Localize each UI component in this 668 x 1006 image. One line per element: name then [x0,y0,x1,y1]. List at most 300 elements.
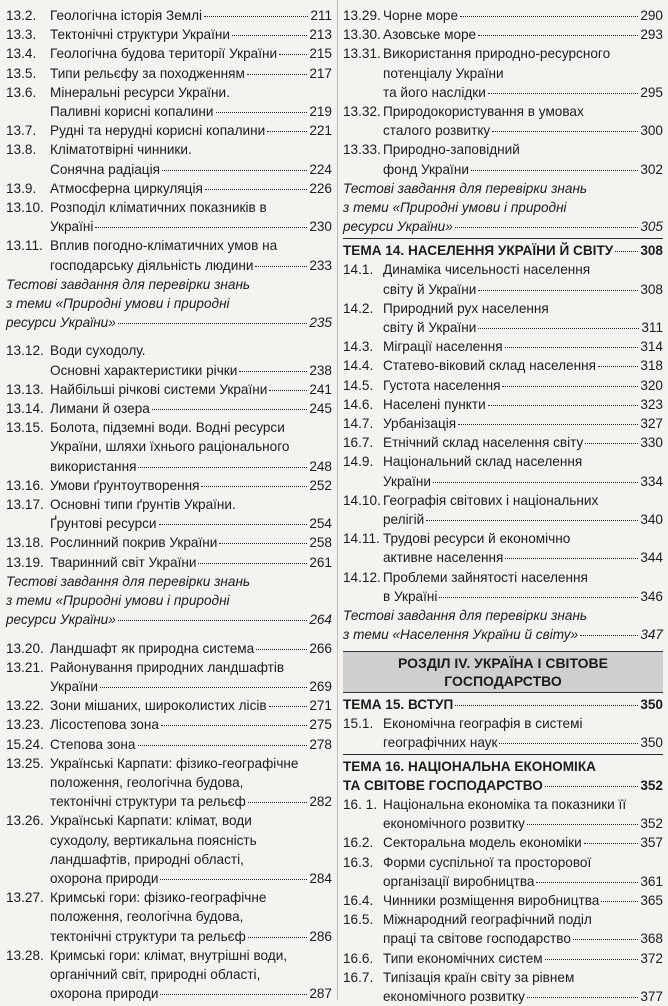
entry-title-line: Географія світових і національних [383,492,599,508]
entry-title [383,891,663,910]
entry-title [383,452,663,490]
entry-last-line [50,869,332,888]
entry-number: 16.4. [343,892,374,908]
entry-title-end: Найбільші річкові системи України [50,381,268,397]
dot-leader [160,994,307,995]
dot-leader [499,743,638,744]
entry-title-end: Тектонічні структури України [50,27,230,43]
dot-leader [584,843,639,844]
entry-title [383,395,663,414]
dot-leader [138,467,307,468]
entry-title [50,380,332,399]
entry-title-line: Болота, підземні води. Водні ресурси [50,420,285,436]
entry-last-line [6,610,332,629]
entry-number: 13.32. [343,104,381,120]
toc-entry[interactable] [343,795,663,833]
entry-last-line [383,25,663,44]
dot-leader [433,482,638,483]
toc-entry[interactable] [6,715,332,734]
entry-number: 16. 1. [343,796,378,812]
entry-title-line: Основні типи ґрунтів України. [50,497,236,513]
entry-title [50,64,332,83]
entry-number: 13.33. [343,142,381,158]
entry-title-line: України, шляхи їхнього раціонального [50,439,290,455]
entry-title [50,83,332,121]
dot-leader [536,882,638,883]
entry-number: 15.1. [343,715,374,731]
entry-title-end: Основні характеристики річки [50,362,238,378]
entry-title-line: Вплив погодно-кліматичних умов на [50,238,278,254]
entry-title [50,553,332,572]
toc-entry[interactable] [343,356,663,375]
toc-entry[interactable] [343,949,663,968]
dot-leader [269,390,307,391]
entry-title-line: Районування природних ландшафтів [50,659,285,675]
page-number: 226 [309,180,332,196]
entry-last-line [50,457,332,476]
entry-title-end: світу й України [383,281,477,297]
page-number: 300 [640,123,663,139]
entry-title-end: економічного розвитку [383,816,525,832]
dot-leader [505,558,638,559]
page-number: 305 [640,219,663,235]
entry-title-end: Азовське море [383,27,477,43]
entry-title [50,946,332,1004]
toc-left-column [6,6,332,1003]
entry-title-line: з теми «Природні умови і природні [6,593,230,609]
entry-number: 16.7. [343,435,374,451]
toc-entry[interactable] [343,833,663,852]
toc-entry[interactable] [6,83,332,121]
page-number: 327 [640,416,663,432]
entry-number: 14.5. [343,377,374,393]
toc-entry[interactable] [6,754,332,812]
entry-last-line [383,356,663,375]
entry-title-end: Чорне море [383,8,459,23]
test-entry[interactable] [6,572,332,630]
entry-number: 16.5. [343,912,374,928]
entry-title-line: ТЕМА 16. НАЦІОНАЛЬНА ЕКОНОМІКА [343,758,596,774]
entry-title-end: Етнічний склад населення світу [383,435,584,451]
dot-leader [455,227,639,228]
entry-last-line [383,872,663,891]
entry-title [383,140,663,178]
entry-title-end: економічного розвитку [383,988,525,1004]
entry-last-line [50,927,332,946]
entry-title-line: Використання природно-ресурсного [383,46,611,62]
entry-title-line: Тестові завдання для перевірки знань [6,573,251,589]
toc-entry[interactable] [343,299,663,337]
toc-entry[interactable] [6,341,332,379]
dot-leader [255,266,307,267]
entry-title-line: Економічна географія в системі [383,715,583,731]
entry-title [6,275,332,333]
page-number: 334 [640,473,663,489]
toc-entry[interactable] [6,121,332,140]
entry-title [50,418,332,476]
dot-leader [455,705,638,706]
toc-entry[interactable] [6,735,332,754]
dot-leader [204,16,308,17]
toc-entry[interactable] [6,198,332,236]
page-number: 308 [640,243,663,259]
page-number: 340 [640,512,663,528]
entry-title [50,44,332,63]
entry-title-end: тектонічні структури та рельєф [50,794,246,810]
entry-title [383,6,663,25]
dot-leader [160,879,307,880]
toc-entry[interactable] [6,658,332,696]
toc-entry[interactable] [6,25,332,44]
entry-title [383,491,663,529]
entry-last-line [50,160,332,179]
toc-entry[interactable] [343,140,663,178]
entry-last-line [50,217,332,236]
entry-last-line [383,318,663,337]
dot-leader [502,386,638,387]
entry-title-end: Типи економічних систем [383,950,543,966]
toc-entry[interactable] [343,376,663,395]
entry-title [50,399,332,418]
page-number: 347 [640,627,663,643]
page-number: 213 [309,27,332,43]
page-number: 295 [640,84,663,100]
toc-entry[interactable] [6,179,332,198]
test-entry[interactable] [343,606,663,644]
toc-entry[interactable] [6,811,332,888]
dot-leader [426,520,638,521]
dot-leader [247,74,308,75]
entry-last-line [383,121,663,140]
entry-title-end: Зони мішаних, широколистих лісів [50,698,267,714]
entry-title [383,853,663,891]
entry-last-line [50,256,332,275]
entry-title [343,179,663,237]
entry-title-line: положення, геологічна будова, [50,774,244,790]
entry-number: 13.25. [6,755,44,771]
toc-entry[interactable] [343,6,663,25]
entry-title [343,241,663,260]
entry-title-end: Густота населення [383,377,501,393]
entry-title-end: Лимани й озера [50,401,150,417]
entry-title-line: Розподіл кліматичних показників в [50,200,267,216]
test-entry[interactable] [6,275,332,333]
page-number: 258 [309,535,332,551]
page-number: 350 [640,734,663,750]
entry-number: 14.9. [343,454,374,470]
entry-last-line [383,548,663,567]
entry-number: 15.24. [6,736,44,752]
page-number: 365 [640,892,663,908]
entry-title-line: Природний рух населення [383,300,549,316]
entry-title-line: Природно-заповідний [383,142,520,158]
entry-number: 13.7. [6,123,37,139]
page-number: 287 [309,986,332,1002]
toc-entry[interactable] [6,399,332,418]
entry-title-end: Секторальна модель економіки [383,835,582,851]
page-number: 275 [309,717,332,733]
toc-entry[interactable] [6,6,332,25]
entry-title-end: активне населення [383,550,504,566]
entry-title [50,754,332,812]
entry-title [6,572,332,630]
entry-last-line [383,337,663,356]
entry-title [383,376,663,395]
entry-title-end: організації виробництва [383,873,535,889]
entry-last-line [383,472,663,491]
entry-title-end: Паливні корисні копалини [50,104,214,120]
dot-leader [95,227,307,228]
dot-leader [159,524,308,525]
toc-entry[interactable] [343,452,663,490]
toc-entry[interactable] [343,395,663,414]
toc-entry[interactable] [6,140,332,178]
page-number: 235 [309,315,332,331]
dot-leader [279,54,307,55]
toc-entry[interactable] [6,533,332,552]
toc-entry[interactable] [343,44,663,102]
entry-title-line: з теми «Природні умови і природні [343,200,567,216]
dot-leader [267,131,307,132]
section-divider [343,754,663,755]
entry-title [343,757,663,795]
entry-title-line: Мінеральні ресурси України. [50,84,230,100]
entry-number: 13.6. [6,84,37,100]
entry-title [50,533,332,552]
page-number: 368 [640,931,663,947]
entry-title-end: Тваринний світ України [50,554,197,570]
page-number: 346 [640,588,663,604]
entry-title-end: ТЕМА 15. ВСТУП [343,696,454,712]
entry-number: 13.11. [6,238,43,254]
entry-title [50,696,332,715]
toc-entry[interactable] [343,529,663,567]
entry-last-line [50,514,332,533]
toc-entry[interactable] [6,553,332,572]
page-number: 311 [641,320,663,336]
toc-entry[interactable] [343,891,663,910]
entry-title-end: ресурси України» [6,612,116,628]
toc-entry[interactable] [6,418,332,476]
toc-entry[interactable] [6,946,332,1004]
page-number: 330 [640,435,663,451]
page-number: 241 [309,381,332,397]
entry-title-end: з теми «Населення України й світу» [343,627,579,643]
entry-last-line [50,64,332,83]
entry-title [50,179,332,198]
entry-number: 13.12. [6,343,44,359]
dot-leader [162,170,307,171]
entry-last-line [50,25,332,44]
entry-number: 13.27. [6,890,44,906]
entry-number: 14.12. [343,569,381,585]
entry-last-line [383,414,663,433]
page-number: 293 [640,27,663,43]
entry-title-line: Національна економіка та показники її [383,796,627,812]
entry-title-line: положення, геологічна будова, [50,909,244,925]
page-number: 286 [309,928,332,944]
entry-last-line [50,179,332,198]
entry-number: 14.2. [343,300,374,316]
dot-leader [615,251,638,252]
entry-title-line: Води суходолу. [50,343,146,359]
page-number: 217 [309,65,332,81]
entry-title-end: сталого розвитку [383,123,491,139]
entry-number: 13.2. [6,8,37,23]
entry-title-line: Тестові завдання для перевірки знань [343,608,588,624]
toc-entry[interactable] [6,44,332,63]
toc-entry[interactable] [343,568,663,606]
entry-number: 13.16. [6,477,44,493]
entry-title-line: Проблеми зайнятості населення [383,569,588,585]
page-number: 261 [309,554,332,570]
entry-number: 14.3. [343,339,374,355]
entry-title-end: України [50,678,98,694]
entry-last-line [383,376,663,395]
toc-entry[interactable] [343,714,663,752]
entry-last-line [383,395,663,414]
page-number: 290 [640,8,663,23]
entry-last-line [383,833,663,852]
toc-entry[interactable] [343,337,663,356]
dot-leader [219,543,307,544]
entry-title-line: Типізація країн світу за рівнем [383,969,575,985]
entry-last-line [343,241,663,260]
page-number: 284 [309,870,332,886]
dot-leader [478,328,639,329]
entry-title-line: потенціалу України [383,65,504,81]
entry-number: 13.29. [343,8,381,23]
entry-title-end: Ґрунтові ресурси [50,516,157,532]
entry-last-line [50,677,332,696]
entry-title [50,735,332,754]
entry-title [383,529,663,567]
toc-entry[interactable] [6,696,332,715]
entry-title-line: органічний світ, природні області, [50,966,261,982]
page-number: 238 [309,362,332,378]
entry-title [50,639,332,658]
entry-title [50,888,332,946]
entry-title [383,949,663,968]
page-number: 350 [640,696,663,712]
page-number: 320 [640,377,663,393]
entry-title-end: тектонічні структури та рельєф [50,928,246,944]
theme-heading[interactable] [343,695,663,714]
test-entry[interactable] [343,179,663,237]
entry-title [50,811,332,888]
dot-leader [439,597,638,598]
dot-leader [545,959,639,960]
entry-title-line: ландшафтів, природні області, [50,851,244,867]
entry-title-end: Населені пункти [383,396,486,412]
dot-leader [458,424,638,425]
toc-entry[interactable] [6,495,332,533]
page-number: 271 [309,698,332,714]
page-number: 224 [309,161,332,177]
toc-entry[interactable] [343,414,663,433]
entry-title [50,198,332,236]
page-number: 361 [640,873,663,889]
toc-entry[interactable] [6,380,332,399]
dot-leader [478,290,638,291]
toc-entry[interactable] [6,639,332,658]
toc-entry[interactable] [343,853,663,891]
entry-last-line [50,399,332,418]
dot-leader [248,802,308,803]
toc-entry[interactable] [343,433,663,452]
entry-title-end: охорона природи [50,870,159,886]
entry-last-line [343,217,663,236]
theme-heading[interactable] [343,241,663,260]
entry-last-line [383,83,663,102]
toc-entry[interactable] [343,260,663,298]
entry-title [50,140,332,178]
entry-last-line [50,44,332,63]
entry-number: 16.7. [343,969,374,985]
entry-title [383,714,663,752]
entry-last-line [50,361,332,380]
entry-title-end: використання [50,458,137,474]
entry-title [383,25,663,44]
entry-title-line: Природокористування в умовах [383,104,584,120]
entry-title [383,414,663,433]
entry-last-line [383,160,663,179]
page-number: 318 [640,358,663,374]
entry-number: 14.7. [343,416,374,432]
entry-title-line: Динаміка чисельності населення [383,262,591,278]
entry-title [50,121,332,140]
theme-heading[interactable] [343,757,663,795]
entry-title-end: ресурси України» [6,315,116,331]
dot-leader [488,405,639,406]
entry-title [383,833,663,852]
dot-leader [598,366,638,367]
toc-entry[interactable] [6,476,332,495]
entry-title [50,658,332,696]
toc-entry[interactable] [6,888,332,946]
entry-last-line [50,639,332,658]
spacer [6,630,332,639]
entry-title-end: Чинники розміщення виробництва [383,892,600,908]
entry-number: 13.5. [6,65,37,81]
entry-number: 13.23. [6,717,44,733]
toc-entry[interactable] [343,102,663,140]
toc-entry[interactable] [343,25,663,44]
spacer [6,332,332,341]
entry-number: 13.26. [6,813,44,829]
entry-title-line: Тестові завдання для перевірки знань [343,180,588,196]
toc-entry[interactable] [343,910,663,948]
entry-title-line: Кримські гори: фізико-географічне [50,890,267,906]
dot-leader [205,189,307,190]
entry-title [383,356,663,375]
entry-title-line: Тестові завдання для перевірки знань [6,276,251,292]
entry-last-line [383,733,663,752]
toc-entry[interactable] [343,491,663,529]
page-number: 377 [640,988,663,1004]
toc-entry[interactable] [6,64,332,83]
entry-title-line: Українські Карпати: клімат, води [50,813,252,829]
dot-leader [161,725,307,726]
entry-last-line [383,987,663,1006]
entry-title [383,968,663,1006]
toc-entry[interactable] [343,968,663,1006]
entry-last-line [383,587,663,606]
entry-title-line: Кліматотвірні чинники. [50,142,192,158]
dot-leader [239,371,307,372]
toc-entry[interactable] [6,236,332,274]
section-divider [343,238,663,239]
